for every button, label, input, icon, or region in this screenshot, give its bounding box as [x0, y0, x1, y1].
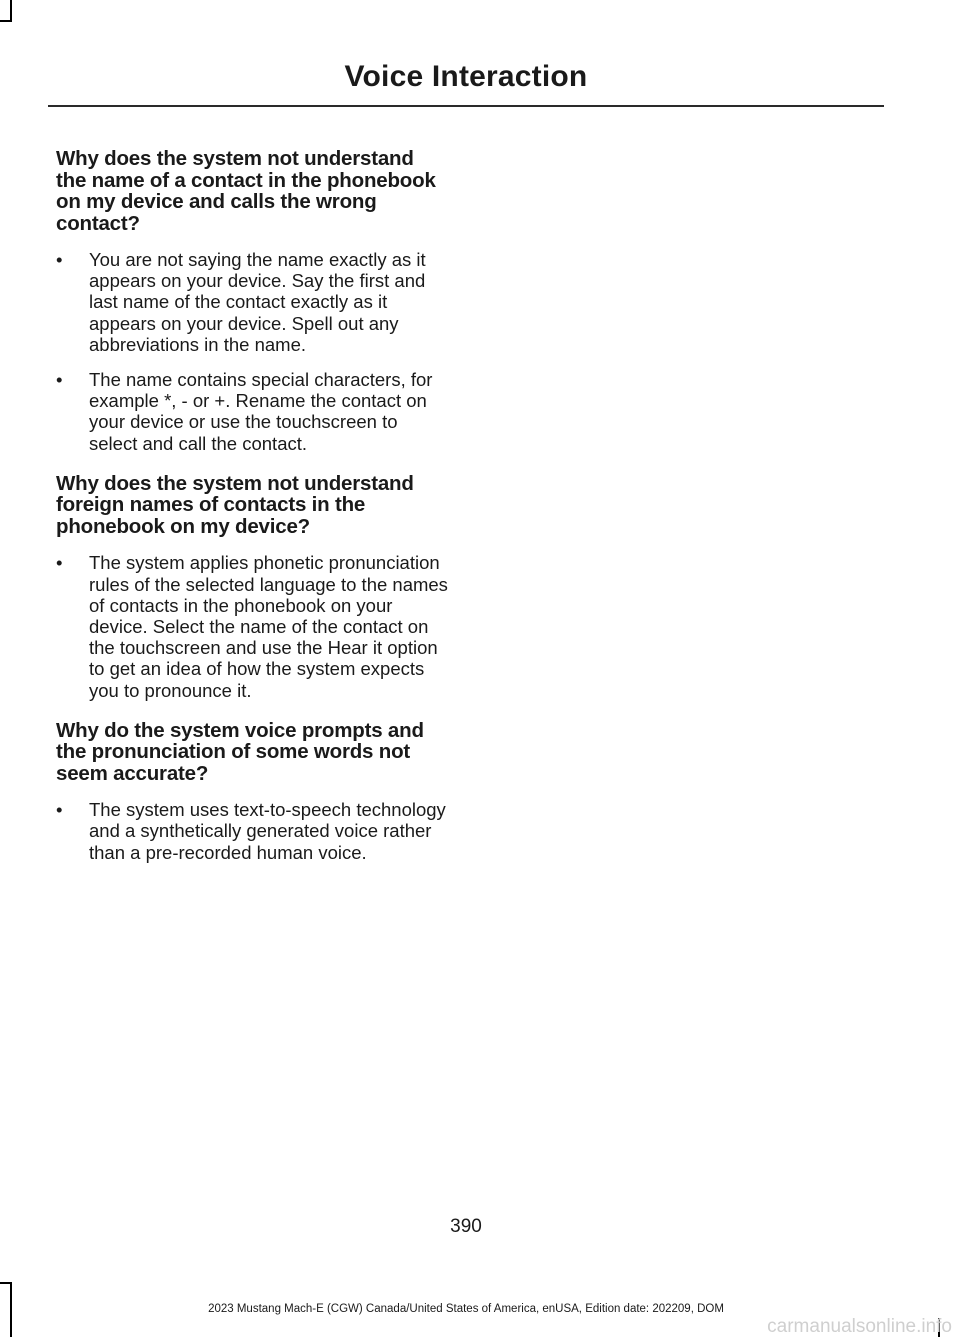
- faq-question: Why does the system not understand the name of a contact in the phonebook on my device and calls the wrong contact?: [56, 147, 436, 235]
- answer-item: [56, 249, 448, 355]
- crop-mark-bottom-left-horizontal: [0, 1282, 12, 1284]
- page-header-title: Voice Interaction: [344, 60, 588, 93]
- bullet-icon: •: [56, 799, 63, 821]
- answer-item: [56, 552, 448, 700]
- watermark-text: carmanualsonline.info: [767, 1316, 952, 1337]
- crop-mark-top-left-vertical: [10, 0, 12, 22]
- answer-text: You are not saying the name exactly as it appears on your device. Say the first and last name of the contact exactly as it appears on your device. Spell out any abbreviations in the name.: [89, 249, 426, 355]
- page-number: 390: [450, 1216, 482, 1237]
- crop-mark-top-left-horizontal: [0, 20, 12, 22]
- answer-item: [56, 799, 448, 863]
- faq-section: [56, 148, 448, 454]
- bullet-icon: •: [56, 249, 63, 270]
- faq-section: [56, 473, 448, 701]
- answer-item: [56, 369, 448, 454]
- faq-question: Why does the system not understand foreign names of contacts in the phonebook on my device?: [56, 471, 414, 538]
- faq-section: [56, 720, 448, 863]
- bullet-icon: •: [56, 369, 63, 391]
- answer-list: [56, 552, 448, 700]
- bullet-icon: •: [56, 552, 63, 574]
- answer-text: The system applies phonetic pronunciation rules of the selected language to the names of contacts in the phonebook on your device. Select the name of the contact on the touchscreen and use the Hear it option to get an idea of how the system expects you to pronounce it.: [89, 552, 448, 701]
- footer-edition-info: 2023 Mustang Mach-E (CGW) Canada/United States of America, enUSA, Edition date: 202209, DOM: [208, 1303, 724, 1315]
- faq-question: Why do the system voice prompts and the pronunciation of some words not seem accurate?: [56, 718, 424, 785]
- answer-list: [56, 799, 448, 863]
- answer-text: The name contains special characters, for example *, - or +. Rename the contact on your device or use the touchscreen to select and call the contact.: [89, 369, 433, 454]
- answer-text: The system uses text-to-speech technology and a synthetically generated voice rather than a pre-recorded human voice.: [89, 799, 446, 863]
- header-divider: [48, 105, 884, 107]
- answer-list: [56, 249, 448, 454]
- faq-content: [56, 148, 448, 882]
